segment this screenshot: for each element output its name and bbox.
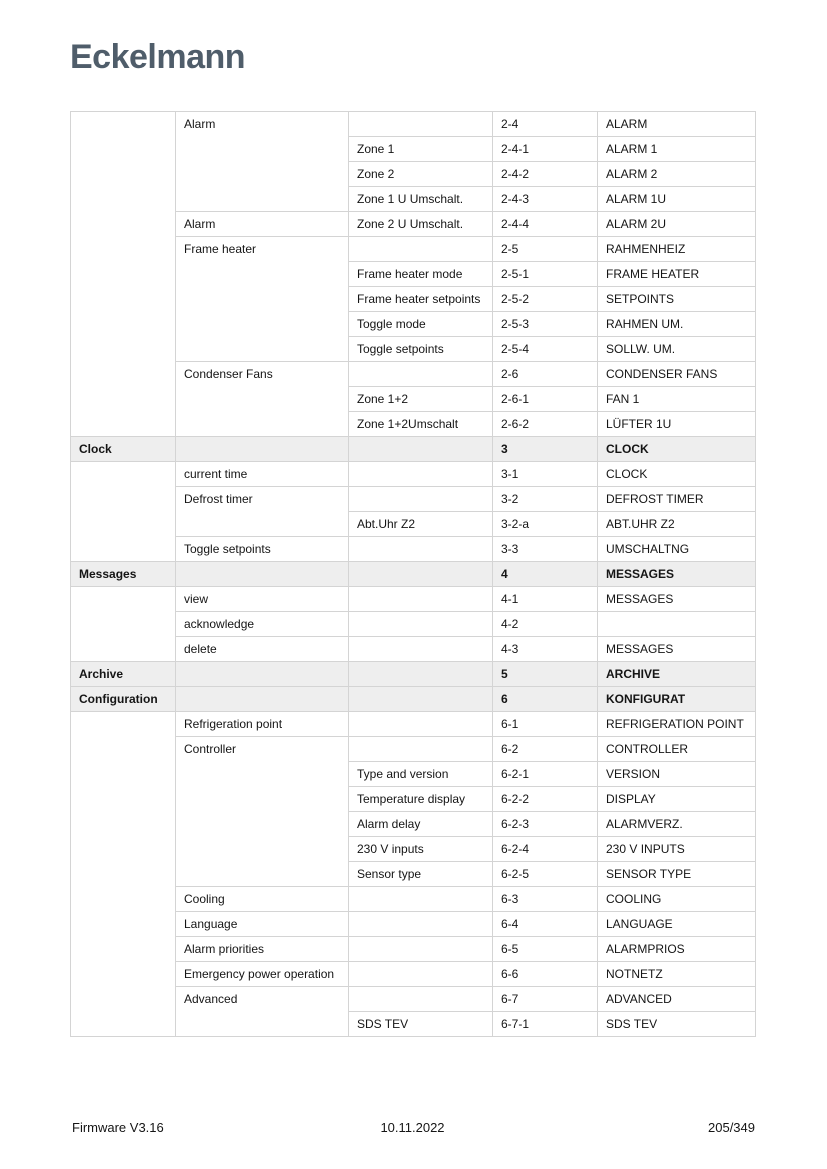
cell-number: 2-4-2 (493, 162, 598, 187)
cell-menu-level2: Emergency power operation (176, 962, 349, 987)
cell-display-text: CONTROLLER (598, 737, 756, 762)
cell-display-text: KONFIGURAT (598, 687, 756, 712)
cell-menu-level3: Zone 1 U Umschalt. (349, 187, 493, 212)
cell-menu-level3 (349, 562, 493, 587)
section-row (71, 687, 756, 712)
cell-menu-level2 (176, 687, 349, 712)
cell-menu-level1: Configuration (71, 687, 176, 712)
cell-number: 3-1 (493, 462, 598, 487)
cell-number: 2-6-2 (493, 412, 598, 437)
cell-menu-level3: Zone 1+2Umschalt (349, 412, 493, 437)
cell-menu-level2: view (176, 587, 349, 612)
footer-firmware-version: Firmware V3.16 (72, 1120, 164, 1135)
cell-number: 6 (493, 687, 598, 712)
cell-display-text: UMSCHALTNG (598, 537, 756, 562)
cell-display-text: ALARMVERZ. (598, 812, 756, 837)
cell-number: 6-5 (493, 937, 598, 962)
cell-menu-level2: Alarm (176, 212, 349, 237)
cell-display-text: DEFROST TIMER (598, 487, 756, 512)
cell-display-text: MESSAGES (598, 562, 756, 587)
cell-display-text: DISPLAY (598, 787, 756, 812)
cell-menu-level1: Archive (71, 662, 176, 687)
section-row (71, 662, 756, 687)
cell-number: 6-2-4 (493, 837, 598, 862)
cell-menu-level2: Cooling (176, 887, 349, 912)
cell-display-text: RAHMEN UM. (598, 312, 756, 337)
cell-display-text: ALARM 2 (598, 162, 756, 187)
cell-menu-level2: Defrost timer (176, 487, 349, 537)
cell-number: 2-4-4 (493, 212, 598, 237)
cell-number: 6-2 (493, 737, 598, 762)
cell-menu-level3 (349, 362, 493, 387)
cell-number: 6-2-3 (493, 812, 598, 837)
cell-display-text: MESSAGES (598, 587, 756, 612)
cell-number: 4-1 (493, 587, 598, 612)
cell-menu-level3: Temperature display (349, 787, 493, 812)
cell-display-text: 230 V INPUTS (598, 837, 756, 862)
cell-number: 6-4 (493, 912, 598, 937)
cell-menu-level1 (71, 712, 176, 1037)
cell-display-text: ARCHIVE (598, 662, 756, 687)
cell-number: 2-5-1 (493, 262, 598, 287)
cell-number: 6-2-2 (493, 787, 598, 812)
cell-display-text: ALARM 2U (598, 212, 756, 237)
cell-number: 3-2-a (493, 512, 598, 537)
cell-number: 2-5-2 (493, 287, 598, 312)
cell-menu-level2: Controller (176, 737, 349, 887)
cell-menu-level3 (349, 612, 493, 637)
cell-number: 4-3 (493, 637, 598, 662)
section-row (71, 437, 756, 462)
cell-menu-level3 (349, 887, 493, 912)
cell-menu-level2 (176, 662, 349, 687)
footer-date: 10.11.2022 (380, 1120, 445, 1135)
cell-display-text: LANGUAGE (598, 912, 756, 937)
cell-menu-level3 (349, 737, 493, 762)
cell-menu-level3: Toggle mode (349, 312, 493, 337)
cell-display-text: SENSOR TYPE (598, 862, 756, 887)
cell-menu-level3: Frame heater mode (349, 262, 493, 287)
cell-menu-level2: Frame heater (176, 237, 349, 362)
company-logo: Eckelmann (70, 38, 246, 76)
cell-menu-level2 (176, 437, 349, 462)
cell-number: 2-5-3 (493, 312, 598, 337)
cell-number: 2-6-1 (493, 387, 598, 412)
cell-menu-level2: Alarm (176, 112, 349, 212)
cell-menu-level3: Zone 2 (349, 162, 493, 187)
cell-number: 4 (493, 562, 598, 587)
table-row (71, 112, 756, 137)
cell-menu-level3 (349, 687, 493, 712)
cell-display-text: LÜFTER 1U (598, 412, 756, 437)
cell-menu-level3 (349, 112, 493, 137)
cell-menu-level3 (349, 237, 493, 262)
cell-display-text: VERSION (598, 762, 756, 787)
cell-display-text: ALARM (598, 112, 756, 137)
cell-number: 6-2-5 (493, 862, 598, 887)
cell-display-text: CLOCK (598, 437, 756, 462)
cell-number: 2-5 (493, 237, 598, 262)
cell-menu-level2: acknowledge (176, 612, 349, 637)
cell-menu-level2 (176, 562, 349, 587)
cell-menu-level3 (349, 912, 493, 937)
cell-number: 2-4 (493, 112, 598, 137)
menu-table-body (71, 112, 756, 1037)
cell-display-text: CONDENSER FANS (598, 362, 756, 387)
cell-number: 2-5-4 (493, 337, 598, 362)
cell-display-text: SDS TEV (598, 1012, 756, 1037)
cell-display-text: NOTNETZ (598, 962, 756, 987)
cell-display-text: ALARMPRIOS (598, 937, 756, 962)
cell-menu-level1 (71, 587, 176, 662)
cell-menu-level2: delete (176, 637, 349, 662)
cell-menu-level2: current time (176, 462, 349, 487)
table-row (71, 587, 756, 612)
cell-display-text: CLOCK (598, 462, 756, 487)
cell-menu-level3 (349, 937, 493, 962)
cell-menu-level3 (349, 487, 493, 512)
cell-menu-level3 (349, 662, 493, 687)
cell-display-text: ADVANCED (598, 987, 756, 1012)
cell-display-text: COOLING (598, 887, 756, 912)
cell-menu-level3: Alarm delay (349, 812, 493, 837)
cell-menu-level3 (349, 587, 493, 612)
cell-number: 6-7-1 (493, 1012, 598, 1037)
cell-menu-level1: Messages (71, 562, 176, 587)
table-row (71, 462, 756, 487)
menu-structure-table (70, 111, 756, 1037)
cell-menu-level3: Sensor type (349, 862, 493, 887)
cell-number: 2-6 (493, 362, 598, 387)
cell-number: 3-3 (493, 537, 598, 562)
cell-menu-level3 (349, 962, 493, 987)
cell-number: 6-7 (493, 987, 598, 1012)
table-row (71, 712, 756, 737)
cell-menu-level1 (71, 462, 176, 562)
cell-menu-level2: Toggle setpoints (176, 537, 349, 562)
page-footer (70, 1120, 755, 1138)
cell-menu-level3: Toggle setpoints (349, 337, 493, 362)
cell-number: 4-2 (493, 612, 598, 637)
cell-menu-level1: Clock (71, 437, 176, 462)
cell-menu-level3 (349, 637, 493, 662)
cell-display-text: SOLLW. UM. (598, 337, 756, 362)
cell-menu-level2: Alarm priorities (176, 937, 349, 962)
cell-menu-level3 (349, 712, 493, 737)
cell-number: 6-6 (493, 962, 598, 987)
cell-menu-level3: Abt.Uhr Z2 (349, 512, 493, 537)
cell-menu-level3: Frame heater setpoints (349, 287, 493, 312)
cell-display-text (598, 612, 756, 637)
cell-display-text: SETPOINTS (598, 287, 756, 312)
cell-number: 6-2-1 (493, 762, 598, 787)
cell-menu-level3 (349, 437, 493, 462)
cell-number: 2-4-3 (493, 187, 598, 212)
cell-menu-level3 (349, 987, 493, 1012)
cell-display-text: ABT.UHR Z2 (598, 512, 756, 537)
cell-number: 6-1 (493, 712, 598, 737)
cell-menu-level2: Language (176, 912, 349, 937)
footer-page-number: 205/349 (708, 1120, 755, 1135)
cell-display-text: REFRIGERATION POINT (598, 712, 756, 737)
cell-menu-level3: 230 V inputs (349, 837, 493, 862)
section-row (71, 562, 756, 587)
cell-menu-level3 (349, 537, 493, 562)
cell-display-text: FAN 1 (598, 387, 756, 412)
cell-display-text: ALARM 1U (598, 187, 756, 212)
cell-menu-level1 (71, 112, 176, 437)
cell-menu-level2: Condenser Fans (176, 362, 349, 437)
cell-number: 6-3 (493, 887, 598, 912)
cell-menu-level3: Zone 2 U Umschalt. (349, 212, 493, 237)
cell-menu-level2: Advanced (176, 987, 349, 1037)
cell-number: 3-2 (493, 487, 598, 512)
cell-menu-level3: SDS TEV (349, 1012, 493, 1037)
cell-display-text: MESSAGES (598, 637, 756, 662)
cell-number: 3 (493, 437, 598, 462)
cell-display-text: ALARM 1 (598, 137, 756, 162)
cell-menu-level3 (349, 462, 493, 487)
cell-display-text: FRAME HEATER (598, 262, 756, 287)
cell-menu-level3: Type and version (349, 762, 493, 787)
cell-menu-level3: Zone 1 (349, 137, 493, 162)
cell-menu-level2: Refrigeration point (176, 712, 349, 737)
cell-number: 5 (493, 662, 598, 687)
cell-menu-level3: Zone 1+2 (349, 387, 493, 412)
cell-number: 2-4-1 (493, 137, 598, 162)
cell-display-text: RAHMENHEIZ (598, 237, 756, 262)
